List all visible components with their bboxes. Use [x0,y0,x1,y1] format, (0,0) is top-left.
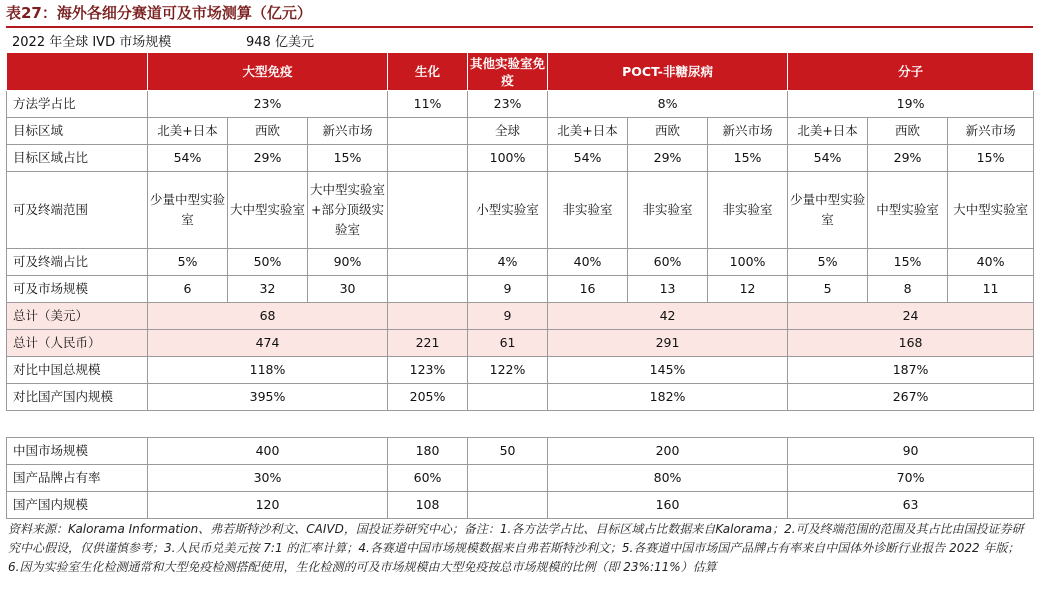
cell: 400 [148,438,388,465]
cell: 80% [548,465,788,492]
row-label: 对比国产国内规模 [7,384,148,411]
cell: 100% [468,145,548,172]
cell: 北美+日本 [548,118,628,145]
cell: 50 [468,438,548,465]
cell-empty [388,276,468,303]
cell: 291 [548,330,788,357]
cell: 32 [228,276,308,303]
cell: 221 [388,330,468,357]
cell: 40% [548,249,628,276]
cell: 30% [148,465,388,492]
cell: 54% [788,145,868,172]
cell: 123% [388,357,468,384]
title-rule [6,26,1033,28]
cell: 30 [308,276,388,303]
cell: 168 [788,330,1034,357]
cell: 180 [388,438,468,465]
cell: 8 [868,276,948,303]
cell: 24 [788,303,1034,330]
cell: 200 [548,438,788,465]
row-label: 可及终端范围 [7,172,148,249]
cell: 42 [548,303,788,330]
cell-empty [388,172,468,249]
cell: 少量中型实验室 [148,172,228,249]
cell: 205% [388,384,468,411]
cell: 5% [148,249,228,276]
cell-empty [388,303,468,330]
table-row [7,492,1034,519]
cell: 54% [148,145,228,172]
cell: 61 [468,330,548,357]
cell: 23% [148,91,388,118]
cell: 70% [788,465,1034,492]
cell: 13 [628,276,708,303]
cell: 大中型实验室 [948,172,1034,249]
cell: 90% [308,249,388,276]
cell: 新兴市场 [948,118,1034,145]
cell: 少量中型实验室 [788,172,868,249]
table-row [7,330,1034,357]
header-large-immuno: 大型免疫 [148,53,388,91]
cell: 中型实验室 [868,172,948,249]
cell: 6 [148,276,228,303]
cell: 54% [548,145,628,172]
table-row [7,384,1034,411]
header-row [7,53,1034,91]
cell: 108 [388,492,468,519]
cell: 29% [628,145,708,172]
cell: 267% [788,384,1034,411]
cell: 182% [548,384,788,411]
cell: 5% [788,249,868,276]
global-market-value: 948 亿美元 [246,35,314,50]
cell: 15% [868,249,948,276]
cell: 8% [548,91,788,118]
table-row [7,465,1034,492]
cell: 60% [388,465,468,492]
cell: 非实验室 [708,172,788,249]
cell: 新兴市场 [308,118,388,145]
header-molecular: 分子 [788,53,1034,91]
cell: 122% [468,357,548,384]
cell: 西欧 [868,118,948,145]
cell-empty [468,465,548,492]
cell: 西欧 [628,118,708,145]
cell: 大中型实验室+部分顶级实验室 [308,172,388,249]
cell: 474 [148,330,388,357]
row-label: 国产国内规模 [7,492,148,519]
cell: 145% [548,357,788,384]
table-row [7,145,1034,172]
global-market-label: 2022 年全球 IVD 市场规模 [12,35,172,50]
header-biochem: 生化 [388,53,468,91]
row-label: 可及终端占比 [7,249,148,276]
source-note: 资料来源：Kalorama Information、弗若斯特沙利文、CAIVD，国投证券研究中心；备注：1.各方法学占比、目标区域占比数据来自Kalorama；2.可及终端范围的范围及其占比由国投证券研究中心假设，仅供谨慎参考；3.人民币兑美元按 7:1 的汇率计算；4.各赛道中国市场规模数据来自弗若斯特沙利文；5.各赛道中国市场国产品牌占有率来自中国体外诊断行业报告 2022 年版；6.因为实验室生化检测通常和大型免疫检测搭配使用，生化检测的可及市场规模由大型免疫按总市场规模的比例（即 23%:11%）估算 [8,522,1024,574]
cell: 非实验室 [548,172,628,249]
cell: 120 [148,492,388,519]
cell: 9 [468,303,548,330]
row-label: 总计（美元） [7,303,148,330]
table-row [7,276,1034,303]
table-row [7,172,1034,249]
cell: 29% [228,145,308,172]
spacer-cell [7,411,1034,438]
header-other-lab-immuno: 其他实验室免疫 [468,53,548,91]
table-row [7,249,1034,276]
cell: 50% [228,249,308,276]
cell: 4% [468,249,548,276]
header-blank [7,53,148,91]
cell-empty [388,145,468,172]
cell: 395% [148,384,388,411]
cell: 11 [948,276,1034,303]
header-poct: POCT-非糖尿病 [548,53,788,91]
row-label: 总计（人民币） [7,330,148,357]
cell-empty [388,118,468,145]
cell: 68 [148,303,388,330]
cell: 100% [708,249,788,276]
cell: 29% [868,145,948,172]
cell: 西欧 [228,118,308,145]
cell: 北美+日本 [148,118,228,145]
cell: 63 [788,492,1034,519]
cell: 40% [948,249,1034,276]
cell: 15% [308,145,388,172]
cell: 16 [548,276,628,303]
table-title: 表27：海外各细分赛道可及市场测算（亿元） [6,4,312,22]
cell: 187% [788,357,1034,384]
cell: 新兴市场 [708,118,788,145]
table-row [7,357,1034,384]
cell: 5 [788,276,868,303]
cell: 19% [788,91,1034,118]
cell-empty [388,249,468,276]
table-row [7,118,1034,145]
table-row [7,91,1034,118]
cell: 160 [548,492,788,519]
cell: 15% [948,145,1034,172]
row-label: 目标区域占比 [7,145,148,172]
row-label: 对比中国总规模 [7,357,148,384]
cell: 大中型实验室 [228,172,308,249]
cell-empty [468,492,548,519]
table-row [7,303,1034,330]
cell: 全球 [468,118,548,145]
cell: 12 [708,276,788,303]
market-estimate-table [6,52,1034,519]
cell: 9 [468,276,548,303]
spacer-row [7,411,1034,438]
cell: 15% [708,145,788,172]
cell: 非实验室 [628,172,708,249]
cell: 60% [628,249,708,276]
row-label: 可及市场规模 [7,276,148,303]
cell: 118% [148,357,388,384]
cell: 北美+日本 [788,118,868,145]
cell: 11% [388,91,468,118]
cell: 90 [788,438,1034,465]
cell: 23% [468,91,548,118]
row-label: 目标区域 [7,118,148,145]
row-label: 方法学占比 [7,91,148,118]
cell-empty [468,384,548,411]
cell: 小型实验室 [468,172,548,249]
table-row [7,438,1034,465]
row-label: 国产品牌占有率 [7,465,148,492]
row-label: 中国市场规模 [7,438,148,465]
